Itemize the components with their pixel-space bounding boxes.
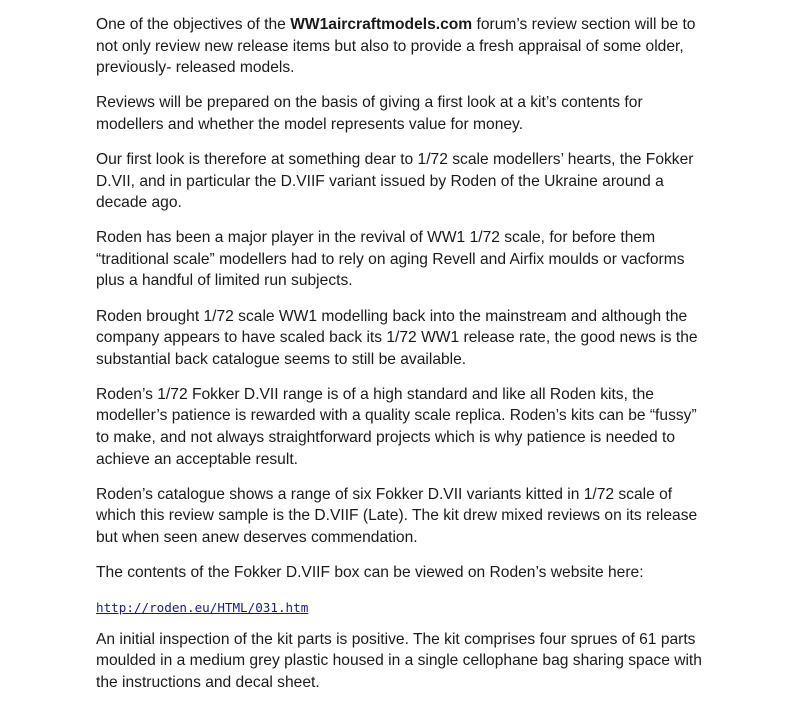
forum-brand-name: WW1aircraftmodels.com [290, 16, 473, 33]
first-look-paragraph: Our first look is therefore at something dear to 1/72 scale modellers’ hearts, the Fokker D.VII, and in particular the D.VIIF variant issued by Roden of the Ukraine around a decade ago. [96, 150, 694, 212]
box-contents-paragraph: The contents of the Fokker D.VIIF box can be viewed on Roden’s website here: [96, 563, 644, 581]
inspection-paragraph: An initial inspection of the kit parts is positive. The kit comprises four sprues of 61 parts moulded in a medium grey plastic housed in a single cellophane bag sharing space with the instructions and decal sheet. [96, 630, 702, 691]
document-page [96, 14, 711, 707]
fokker-range-paragraph: Roden’s 1/72 Fokker D.VII range is of a high standard and like all Roden kits, the modeller’s patience is rewarded with a quality scale replica. Roden’s kits can be “fussy” to make, and not always straightforward projects which is why patience is needed to achieve an acceptable result. [96, 385, 697, 468]
catalogue-paragraph: Roden’s catalogue shows a range of six Fokker D.VII variants kitted in 1/72 scale of which this review sample is the D.VIIF (Late). The kit drew mixed reviews on its release but when seen anew deserves commendation. [96, 485, 698, 546]
intro-text-after: forum’s review section will be to not only review new release items but also to provide a fresh appraisal of some older, previously- released models. [96, 16, 696, 77]
intro-paragraph [96, 14, 711, 79]
roden-revival-paragraph: Roden has been a major player in the revival of WW1 1/72 scale, for before them “traditional scale” modellers had to rely on aging Revell and Airfix moulds or vacforms plus a handful of limited run subjects. [96, 229, 685, 290]
roden-website-link[interactable]: http://roden.eu/HTML/031.htm [96, 599, 309, 615]
reviews-basis-paragraph: Reviews will be prepared on the basis of giving a first look at a kit’s contents for modellers and whether the model represents value for money. [96, 94, 643, 133]
intro-text-before: One of the objectives of the [96, 16, 291, 33]
roden-mainstream-paragraph: Roden brought 1/72 scale WW1 modelling back into the mainstream and although the company appears to have scaled back its 1/72 WW1 release rate, the good news is the substantial back catalogue seems to still be available. [96, 307, 698, 368]
